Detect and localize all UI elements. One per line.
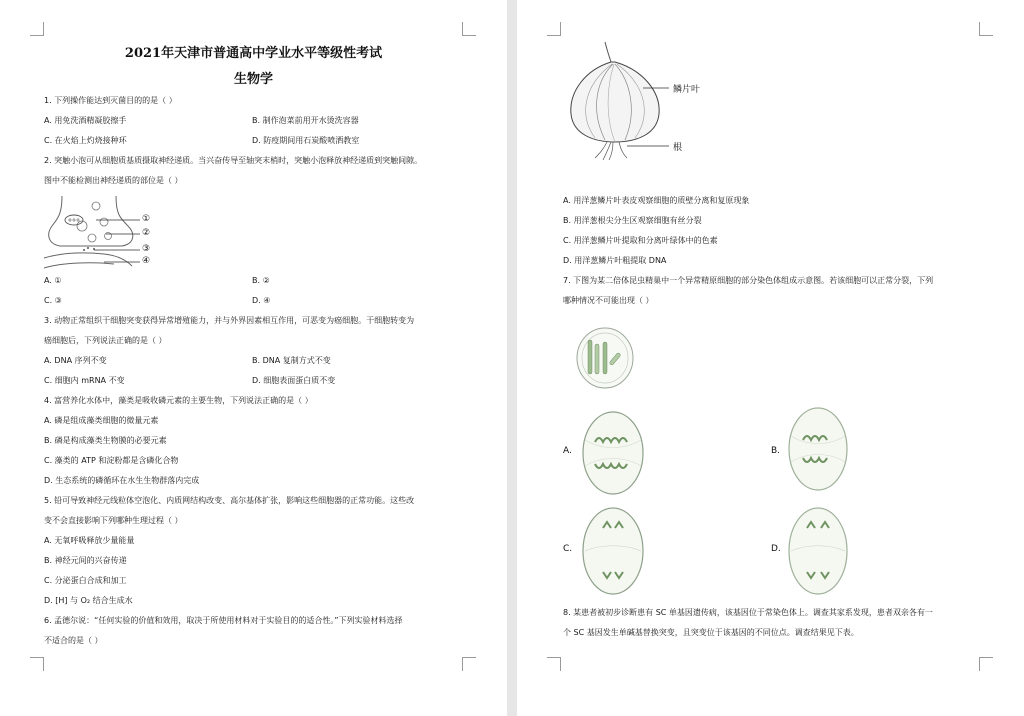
question-1-option-a: A. 用免洗酒精凝胶擦手 [44, 116, 127, 125]
question-2-stem-line1: 2. 突触小泡可从细胞质基质摄取神经递质。当兴奋传导至轴突末梢时，突触小泡释放神经递质到突触间隙。 [44, 156, 423, 165]
question-3-option-b: B. DNA 复制方式不变 [252, 356, 331, 365]
margin-corner-mark [979, 22, 993, 36]
margin-corner-mark [462, 657, 476, 671]
question-6-stem-line1: 6. 孟德尔说：“任何实验的价值和效用，取决于所使用材料对于实验目的的适合性。”下列实验材料选择 [44, 616, 403, 625]
synapse-label-3: ③ [142, 244, 151, 254]
question-6-option-c: C. 用洋葱鳞片叶提取和分离叶绿体中的色素 [563, 236, 718, 245]
margin-corner-mark [30, 22, 44, 36]
margin-corner-mark [462, 22, 476, 36]
question-5-option-c: C. 分泌蛋白合成和加工 [44, 576, 127, 585]
onion-label-root: 根 [673, 143, 683, 153]
question-1-option-b: B. 制作泡菜前用开水烫洗容器 [252, 116, 359, 125]
synapse-label-1: ① [142, 214, 151, 224]
question-7-option-d-label: D. [771, 544, 781, 554]
question-6-option-d: D. 用洋葱鳞片叶粗提取 DNA [563, 256, 667, 265]
question-3-option-d: D. 细胞表面蛋白质不变 [252, 376, 336, 385]
document-page-right [517, 0, 1024, 716]
question-5-option-a: A. 无氧呼吸释放少量能量 [44, 536, 135, 545]
question-7-stem-line2: 哪种情况不可能出现（ ） [563, 296, 654, 305]
margin-corner-mark [979, 657, 993, 671]
question-7-option-c-label: C. [563, 544, 573, 554]
question-3-stem-line1: 3. 动物正常组织干细胞突变获得异常增殖能力，并与外界因素相互作用，可恶变为癌细胞。干细胞转变为 [44, 316, 415, 325]
question-1-option-d: D. 防疫期间用石炭酸喷洒教室 [252, 136, 360, 145]
question-4-option-a: A. 磷是组成藻类细胞的微量元素 [44, 416, 159, 425]
question-3-option-a: A. DNA 序列不变 [44, 356, 107, 365]
question-5-stem-line2: 变不会直接影响下列哪种生理过程（ ） [44, 516, 183, 525]
question-7-option-d-cell [787, 506, 849, 596]
question-5-option-b: B. 神经元间的兴奋传递 [44, 556, 127, 565]
margin-corner-mark [30, 657, 44, 671]
question-1-option-c: C. 在火焰上灼烧接种环 [44, 136, 127, 145]
question-2-option-c: C. ③ [44, 296, 62, 305]
margin-corner-mark [547, 657, 561, 671]
onion-diagram [565, 42, 665, 162]
question-4-option-c: C. 藻类的 ATP 和淀粉都是含磷化合物 [44, 456, 179, 465]
question-4-option-b: B. 磷是构成藻类生物膜的必要元素 [44, 436, 167, 445]
question-7-option-b-label: B. [771, 446, 781, 456]
question-8-stem-line2: 个 SC 基因发生单碱基替换突变，且突变位于该基因的不同位点。调查结果见下表。 [563, 628, 859, 637]
question-6-option-b: B. 用洋葱根尖分生区观察细胞有丝分裂 [563, 216, 702, 225]
abnormal-spermatogonium-diagram [575, 326, 635, 390]
exam-title: 2021年天津市普通高中学业水平等级性考试 [124, 46, 383, 61]
question-5-stem-line1: 5. 铅可导致神经元线粒体空泡化、内质网结构改变、高尔基体扩张，影响这些细胞器的正常功能。这些改 [44, 496, 415, 505]
question-8-stem-line1: 8. 某患者被初步诊断患有 SC 单基因遗传病，该基因位于常染色体上。调查其家系发现，患者双亲各有一 [563, 608, 933, 617]
question-7-stem-line1: 7. 下图为某二倍体昆虫精巢中一个异常精原细胞的部分染色体组成示意图。若该细胞可以正常分裂，下列 [563, 276, 934, 285]
onion-label-scale-leaf: 鳞片叶 [673, 85, 701, 95]
synapse-label-4: ④ [142, 256, 151, 266]
synapse-label-2: ② [142, 228, 151, 238]
question-7-option-b-cell [787, 406, 849, 492]
question-6-stem-line2: 不适合的是（ ） [44, 636, 103, 645]
question-4-stem: 4. 富营养化水体中，藻类是吸收磷元素的主要生物，下列说法正确的是（ ） [44, 396, 313, 405]
question-5-option-d: D. [H] 与 O₂ 结合生成水 [44, 596, 133, 605]
question-7-option-a-label: A. [563, 446, 572, 456]
exam-subject: 生物学 [233, 72, 273, 87]
question-6-option-a: A. 用洋葱鳞片叶表皮观察细胞的质壁分离和复原现象 [563, 196, 750, 205]
question-2-option-d: D. ④ [252, 296, 271, 305]
question-2-stem-line2: 图中不能检测出神经递质的部位是（ ） [44, 176, 183, 185]
question-3-option-c: C. 细胞内 mRNA 不变 [44, 376, 125, 385]
document-page-left [0, 0, 507, 716]
question-7-option-c-cell [581, 506, 645, 596]
margin-corner-mark [547, 22, 561, 36]
question-2-option-a: A. ① [44, 276, 62, 285]
question-1-stem: 1. 下列操作能达到灭菌目的的是（ ） [44, 96, 177, 105]
question-2-option-b: B. ② [252, 276, 270, 285]
question-4-option-d: D. 生态系统的磷循环在水生生物群落内完成 [44, 476, 200, 485]
question-3-stem-line2: 癌细胞后，下列说法正确的是（ ） [44, 336, 167, 345]
question-7-option-a-cell [581, 410, 645, 496]
